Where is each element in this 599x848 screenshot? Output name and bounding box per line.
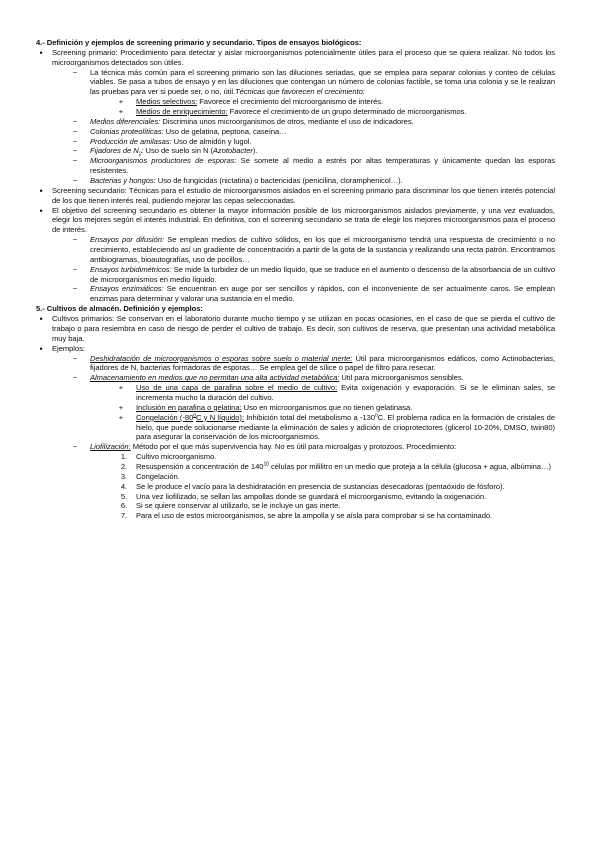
- bullet-marker: •: [39, 314, 43, 325]
- list-item-liofilizacion: − Liofilización: Método por el que más supervivencia hay. No es útil para microalgas y protozoos. Procedimiento:: [36, 442, 555, 452]
- dash-marker: −: [72, 264, 78, 274]
- list-item-bacterias-hongos: − Bacterias y hongos: Uso de fungicidas (nictatina) o bactericidas (penicilina, cloramphenicol…).: [36, 176, 555, 186]
- dash-marker: −: [72, 284, 78, 294]
- section-4-heading: 4.- Definición y ejemplos de screening primario y secundario. Tipos de ensayos biológicos:: [36, 38, 362, 47]
- dash-marker: −: [72, 235, 78, 245]
- dash-marker: −: [72, 373, 78, 383]
- list-item-produccion-amilasas: − Producción de amilasas: Uso de almidón y lugol.: [36, 137, 555, 147]
- list-item-medios-enriquecimiento: + Medios de enriquecimiento: Favorece el crecimiento de un grupo determinado de microorganismos.: [36, 107, 555, 117]
- bullet-marker: •: [39, 343, 43, 354]
- plus-marker: +: [118, 402, 124, 412]
- dash-marker: −: [72, 136, 78, 146]
- bullet-marker: •: [39, 185, 43, 196]
- list-item-medios-selectivos: + Medios selectivos: Favorece el crecimiento del microorganismo de interés.: [36, 97, 555, 107]
- list-item-step-7: 7. Para el uso de estos microorganismos, se abre la ampolla y se aísla para comprobar si se ha contaminado.: [120, 511, 493, 521]
- dash-marker: −: [72, 116, 78, 126]
- dash-marker: −: [72, 176, 78, 186]
- dash-marker: −: [72, 442, 78, 452]
- dash-marker: −: [72, 126, 78, 136]
- list-item-step-4: 4. Se le produce el vacío para la deshidratación en presencia de sustancias desecadoras (pentaóxido de fósforo).: [120, 481, 505, 491]
- list-item-almacenamiento: − Almacenamiento en medios que no permitan una alta actividad metabólica: Útil para microorganismos sensibles.: [36, 373, 555, 383]
- list-item-step-5: 5. Una vez liofilizado, se sellan las ampollas donde se guardará el microorganismo, evitando la oxigenación.: [120, 491, 487, 501]
- plus-marker: +: [118, 383, 124, 393]
- list-item-screening-secundario: • Screening secundario: Técnicas para el estudio de microorganismos aislados en el screening primario para discriminar los que tienen interés potencial de los que tienen interés real, pudiendo mejorar las cepas seleccionadas.: [36, 186, 555, 206]
- list-item-medios-diferenciales: − Medios diferenciales: Discrimina unos microorganismos de otros, mediante el uso de indicadores.: [36, 117, 555, 127]
- list-item-ensayos-turbidimetricos: − Ensayos turbidimétricos: Se mide la turbidez de un medio líquido, que se traduce en el aumento o descenso de la absorbancia de un cultivo de microorganismos en medio líquido.: [36, 265, 555, 285]
- list-item-fijadores-n2: − Fijadores de $N_2$: Uso de suelo sin N (Azotobacter).: [36, 146, 555, 156]
- list-item-productores-esporas: − Microorganismos productores de esporas: Se somete al medio a estrés por altas temperaturas y únicamente quedan las esporas resistentes.: [36, 156, 555, 176]
- bullet-marker: •: [39, 205, 43, 216]
- bullet-marker: •: [39, 47, 43, 58]
- list-item-step-6: 6. Si se quiere conservar al utilizarlo, se le incluye un gas inerte.: [120, 501, 341, 511]
- section-5-heading: 5.- Cultivos de almacén. Definición y ejemplos:: [36, 304, 203, 314]
- list-item-cultivos-primarios: • Cultivos primarios: Se conservan en el laboratorio durante mucho tiempo y se utilizan en pocas ocasiones, en el caso de que se pierda el cultivo de trabajo o para resiembra en caso de riesgo de perder el cultivo de trabajo. Es decir, son cultivos de reserva, que presentan una actividad metabólica muy baja.: [36, 314, 555, 344]
- plus-marker: +: [118, 107, 124, 117]
- list-item-ejemplos: • Ejemplos:: [36, 344, 555, 354]
- plus-marker: +: [118, 412, 124, 422]
- list-item-screening-primario: • Screening primario: Procedimiento para detectar y aislar microorganismos potencialmente útiles para el proceso que se quiera realizar. No todos los microorganismos detectados son útiles.: [36, 48, 555, 68]
- list-item-colonias-proteoliticas: − Colonias proteolíticas: Uso de gelatina, peptona, caseína…: [36, 127, 555, 137]
- list-item-tecnica-diluciones: − La técnica más común para el screening primario son las diluciones seriadas, que se emplea para separar colonias y conteo de células viables. Se pasa a tubos de ensayo y en las diluciones que contengan un número de colonias factible, se toma una colonia y se le realizan las pruebas para ver si puede ser, o no, útil.Técnicas que favorecen el crecimiento:: [36, 68, 555, 98]
- list-item-deshidratacion: − Deshidratación de microorganismos o esporas sobre suelo o material inerte: Útil para microorganismos edáficos, como Actinobacterias, fijadores de N, bacterias formadoras de esporas… Se emplea gel de sílice o papel de filtro para resecar.: [36, 354, 555, 374]
- list-item-step-1: 1. Cultivo microorganismo.: [120, 452, 217, 462]
- list-item-inclusion-parafina: + Inclusión en parafina o gelatina: Uso en microorganismos que no tienen gelatinasa.: [36, 403, 555, 413]
- list-item-ensayos-enzimaticos: − Ensayos enzimáticos: Se encuentran en auge por ser sencillos y rápidos, con el inconveniente de ser actualmente caros. Se emplean enzimas para determinar y valorar una sustancia en el medio.: [36, 284, 555, 304]
- dash-marker: −: [72, 353, 78, 363]
- dash-marker: −: [72, 156, 78, 166]
- list-item-step-3: 3. Congelación.: [120, 471, 180, 481]
- list-item-congelacion: + Congelación (-80$^o$C y N líquido): Inhibición total del metabolismo a -130$^o$C. El problema radica en la formación de cristales de hielo, que puede solucionarse mediante la eliminación de sales y adición de crioprotectores (glicerol 10-20%, DMSO, twin80) para asegurar la conservación de los microorganismos.: [36, 413, 555, 443]
- dash-marker: −: [72, 67, 78, 77]
- list-item-objetivo-screening: • El objetivo del screening secundario es obtener la mayor información posible de los microorganismos aislados previamente, y una vez evaluados, elegir los mejores según el interés industrial. En definitiva, con el screening secundario se trata de elegir los mejores microorganismos para el proceso de interés.: [36, 206, 555, 236]
- dash-marker: −: [72, 146, 78, 156]
- list-item-step-2: 2. Resuspensión a concentración de $140^{10}$ células por mililitro en un medio que proteja a la célula (glucosa + agua, albúmina…): [120, 461, 552, 471]
- list-item-capa-parafina: + Uso de una capa de parafina sobre el medio de cultivo: Evita oxigenación y evaporación. Si se le eliminan sales, se incrementa mucho la duración del cultivo.: [36, 383, 555, 403]
- list-item-ensayos-difusion: − Ensayos por difusión: Se emplean medios de cultivo sólidos, en los que el microorganismo tendrá una respuesta de crecimiento o no crecimiento, estableciendo así un gradiente de concentración a partir de la gota de la sustancia y realizando una recta patrón. Encontramos antibiogramas, bioautografías, uso de pocillos…: [36, 235, 555, 265]
- plus-marker: +: [118, 97, 124, 107]
